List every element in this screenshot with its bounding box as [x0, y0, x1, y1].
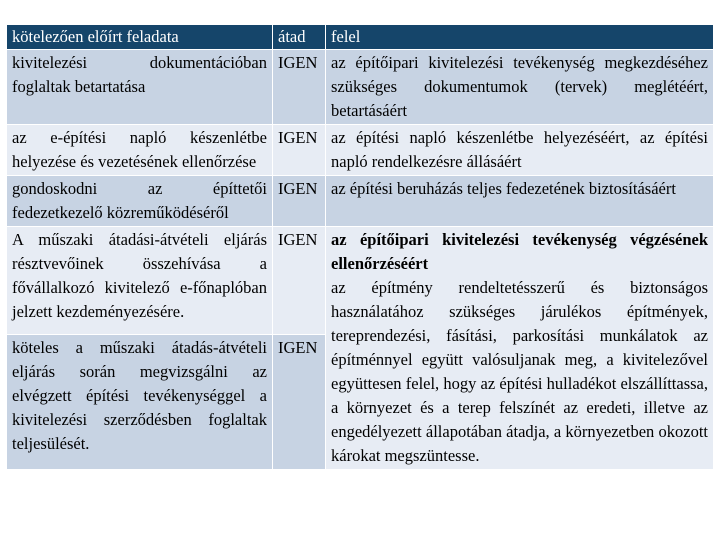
responsible-cell-merged [326, 227, 714, 470]
task-cell: A műszaki átadási-átvételi eljárás résztvevőinek összehívása a fővállalkozó kivitelező e-főnaplóban jelzett kezdeményezésére. [7, 227, 273, 335]
handover-cell: IGEN [273, 227, 326, 335]
header-responsible: felel [326, 25, 714, 50]
table-row [7, 125, 714, 176]
responsible-bold-text: az építőipari kivitelezési tevékenység végzésének ellenőrzéséért [331, 230, 708, 273]
table-row [7, 227, 714, 335]
responsible-cell: az építőipari kivitelezési tevékenység megkezdéséhez szükséges dokumentumok (tervek) meglétéért, betartásáért [326, 50, 714, 125]
handover-cell: IGEN [273, 50, 326, 125]
header-handover: átad [273, 25, 326, 50]
handover-cell: IGEN [273, 125, 326, 176]
header-task: kötelezően előírt feladata [7, 25, 273, 50]
responsible-rest-text: az építmény rendeltetésszerű és biztonságos használatához szükséges járulékos építmények, tereprendezési, fásítási, parkosítási munkálatok az építménnyel együtt valósuljanak meg, a kivitelezővel együttesen felel, hogy az építési hulladékot elszállíttassa, a környezet és a terep felszínét az eredeti, illetve az engedélyezett állapotában átadja, a környezetben okozott károkat megszüntesse. [331, 278, 708, 465]
table-header-row [7, 25, 714, 50]
task-cell: az e-építési napló készenlétbe helyezése és vezetésének ellenőrzése [7, 125, 273, 176]
task-cell: kivitelezési dokumentációban foglaltak betartatása [7, 50, 273, 125]
handover-cell: IGEN [273, 176, 326, 227]
task-cell: gondoskodni az építtetői fedezetkezelő közreműködéséről [7, 176, 273, 227]
task-cell: köteles a műszaki átadás-átvételi eljárás során megvizsgálni az elvégzett építési tevékenységgel a kivitelezési szerződésben foglaltak teljesülését. [7, 335, 273, 470]
table-row [7, 176, 714, 227]
responsible-cell: az építési napló készenlétbe helyezéséért, az építési napló rendelkezésre állásáért [326, 125, 714, 176]
responsibility-table [6, 24, 714, 470]
responsible-cell: az építési beruházás teljes fedezetének biztosításáért [326, 176, 714, 227]
table-row [7, 50, 714, 125]
handover-cell: IGEN [273, 335, 326, 470]
